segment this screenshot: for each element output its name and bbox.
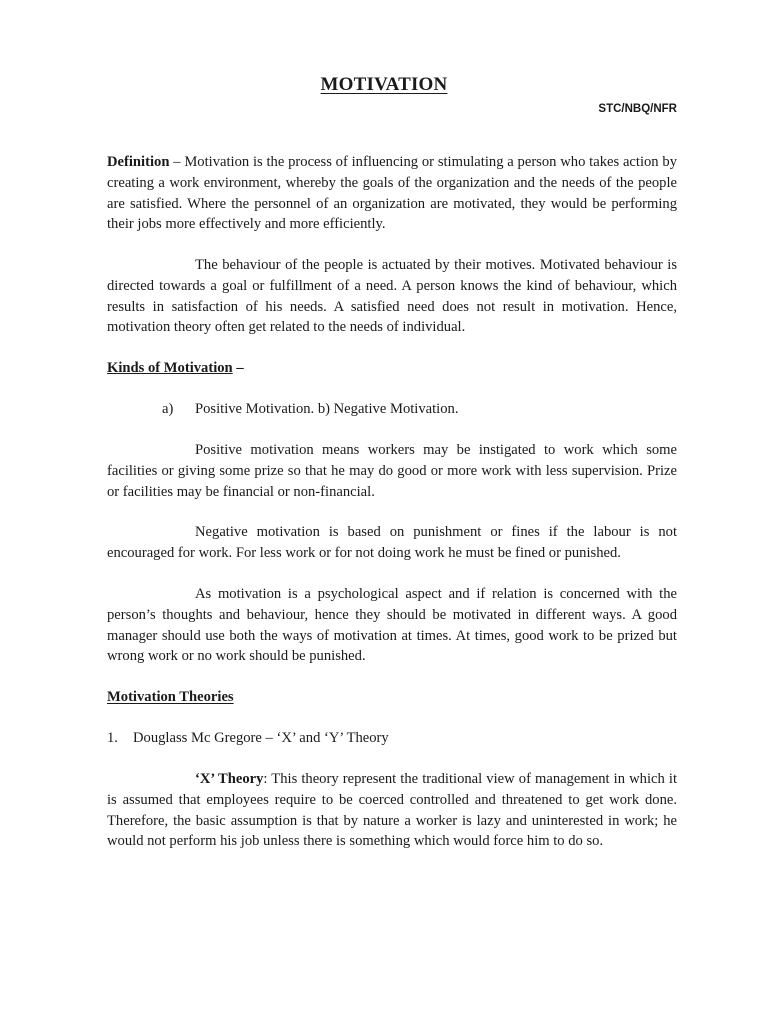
psychological-aspect-paragraph: As motivation is a psychological aspect and if relation is concerned with the person’s thoughts and behaviour, hence they should be motivated in different ways. A good manager should use both the ways of motivation at times. At times, good work to be prized but wrong work or no work should be punished. [107, 586, 677, 665]
theory-1-number: 1. [107, 730, 118, 746]
definition-text: – Motivation is the process of influencing or stimulating a person who takes action by creating a work environment, whereby the goals of the organization and the needs of the people are satisfied. Where the personnel of an organization are motivated, they would be performing their jobs more effectively and more efficiently. [107, 154, 677, 233]
x-theory-paragraph [107, 769, 677, 852]
document-reference: STC/NBQ/NFR [598, 103, 677, 115]
kinds-heading: Kinds of Motivation [107, 360, 233, 376]
page-title: MOTIVATION [320, 74, 448, 95]
x-theory-text: : This theory represent the traditional view of management in which it is assumed that employees require to be coerced controlled and threatened to get work done. Therefore, the basic assumption is that by nature a worker is lazy and uninterested in work; he would not perform his job unless there is something which would force him to do so. [107, 771, 677, 850]
kinds-list-marker: a) [162, 401, 174, 417]
negative-motivation-paragraph: Negative motivation is based on punishment or fines if the labour is not encouraged for work. For less work or for not doing work he must be fined or punished. [107, 524, 677, 561]
positive-motivation-paragraph: Positive motivation means workers may be instigated to work which some facilities or giving some prize so that he may do good or more work with less supervision. Prize or facilities may be financial or non-financial. [107, 442, 677, 500]
kinds-list-item: Positive Motivation. b) Negative Motivation. [195, 401, 459, 417]
behaviour-paragraph: The behaviour of the people is actuated by their motives. Motivated behaviour is directed towards a goal or fulfillment of a need. A person knows the kind of behaviour, which results in satisfaction of his needs. A satisfied need does not result in motivation. Hence, motivation theory often get related to the needs of individual. [107, 257, 677, 336]
kinds-heading-dash: – [232, 360, 244, 376]
definition-paragraph [107, 152, 677, 235]
theories-heading: Motivation Theories [107, 689, 234, 705]
theory-1-title: Douglass Mc Gregore – ‘X’ and ‘Y’ Theory [133, 730, 389, 746]
kinds-heading-line [107, 358, 244, 379]
definition-label: Definition [107, 154, 170, 170]
x-theory-label: ‘X’ Theory [195, 771, 264, 787]
